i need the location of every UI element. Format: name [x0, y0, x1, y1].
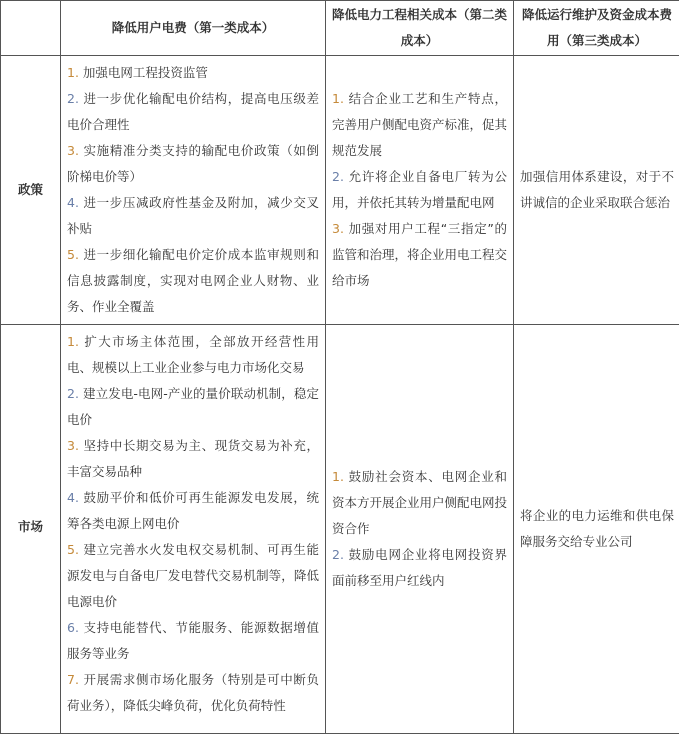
header-third-cost: 降低运行维护及资金成本费用（第三类成本） — [514, 1, 679, 56]
item-number: 1. — [67, 334, 79, 349]
table-row-market — [1, 325, 679, 734]
list-item — [67, 667, 319, 719]
item-number: 5. — [67, 542, 79, 557]
row-label-policy: 政策 — [1, 56, 61, 325]
item-text: 结合企业工艺和生产特点，完善用户侧配电资产标准，促其规范发展 — [332, 91, 507, 158]
list-item — [67, 537, 319, 615]
table-row-policy — [1, 56, 679, 325]
list-item — [332, 542, 507, 594]
item-number: 1. — [332, 469, 344, 484]
list-item — [332, 216, 507, 294]
list-item — [67, 86, 319, 138]
list-item — [67, 485, 319, 537]
item-number: 3. — [332, 221, 344, 236]
item-number: 2. — [332, 169, 344, 184]
item-text: 建立完善水火发电权交易机制、可再生能源发电与自备电厂发电替代交易机制等，降低电源电价 — [67, 542, 319, 609]
item-number: 7. — [67, 672, 79, 687]
list-item — [332, 464, 507, 542]
item-text: 进一步压减政府性基金及附加，减少交叉补贴 — [67, 195, 319, 236]
item-text: 扩大市场主体范围，全部放开经营性用电、规模以上工业企业参与电力市场化交易 — [67, 334, 319, 375]
item-number: 1. — [67, 65, 79, 80]
item-text: 鼓励电网企业将电网投资界面前移至用户红线内 — [332, 547, 507, 588]
header-empty — [1, 1, 61, 56]
item-number: 2. — [332, 547, 344, 562]
item-text: 开展需求侧市场化服务（特别是可中断负荷业务），降低尖峰负荷，优化负荷特性 — [67, 672, 319, 713]
item-number: 2. — [67, 386, 79, 401]
item-text: 支持电能替代、节能服务、能源数据增值服务等业务 — [67, 620, 319, 661]
header-row — [1, 1, 679, 56]
item-text: 加强电网工程投资监管 — [83, 65, 208, 80]
item-text: 鼓励社会资本、电网企业和资本方开展企业用户侧配电网投资合作 — [332, 469, 507, 536]
item-text: 加强对用户工程“三指定”的监管和治理，将企业用电工程交给市场 — [332, 221, 507, 288]
item-text: 允许将企业自备电厂转为公用，并依托其转为增量配电网 — [332, 169, 507, 210]
item-text: 建立发电-电网-产业的量价联动机制，稳定电价 — [67, 386, 319, 427]
item-number: 2. — [67, 91, 79, 106]
market-second-cost-cell — [326, 325, 514, 734]
list-item — [67, 60, 319, 86]
item-text: 实施精准分类支持的输配电价政策（如倒阶梯电价等） — [67, 143, 319, 184]
list-item — [332, 86, 507, 164]
list-item — [67, 615, 319, 667]
item-number: 1. — [332, 91, 344, 106]
policy-third-cost-cell — [514, 56, 679, 325]
item-text: 进一步优化输配电价结构，提高电压级差电价合理性 — [67, 91, 319, 132]
market-third-cost-cell — [514, 325, 679, 734]
item-text: 进一步细化输配电价定价成本监审规则和信息披露制度，实现对电网企业人财物、业务、作业全覆盖 — [67, 247, 319, 314]
item-number: 3. — [67, 438, 79, 453]
policy-first-cost-cell — [61, 56, 326, 325]
list-item — [67, 329, 319, 381]
list-item — [67, 242, 319, 320]
item-number: 3. — [67, 143, 79, 158]
item-text: 坚持中长期交易为主、现货交易为补充，丰富交易品种 — [67, 438, 319, 479]
list-item — [67, 138, 319, 190]
list-item — [67, 190, 319, 242]
row-label-market: 市场 — [1, 325, 61, 734]
item-text: 鼓励平价和低价可再生能源发电发展，统筹各类电源上网电价 — [67, 490, 319, 531]
item-number: 5. — [67, 247, 79, 262]
list-item — [332, 164, 507, 216]
item-number: 4. — [67, 490, 79, 505]
market-first-cost-cell — [61, 325, 326, 734]
cell-text: 将企业的电力运维和供电保障服务交给专业公司 — [520, 503, 674, 555]
cell-text: 加强信用体系建设，对于不讲诚信的企业采取联合惩治 — [520, 164, 674, 216]
item-number: 6. — [67, 620, 79, 635]
policy-second-cost-cell — [326, 56, 514, 325]
header-first-cost: 降低用户电费（第一类成本） — [61, 1, 326, 56]
item-number: 4. — [67, 195, 79, 210]
list-item — [67, 381, 319, 433]
header-second-cost: 降低电力工程相关成本（第二类成本） — [326, 1, 514, 56]
list-item — [67, 433, 319, 485]
